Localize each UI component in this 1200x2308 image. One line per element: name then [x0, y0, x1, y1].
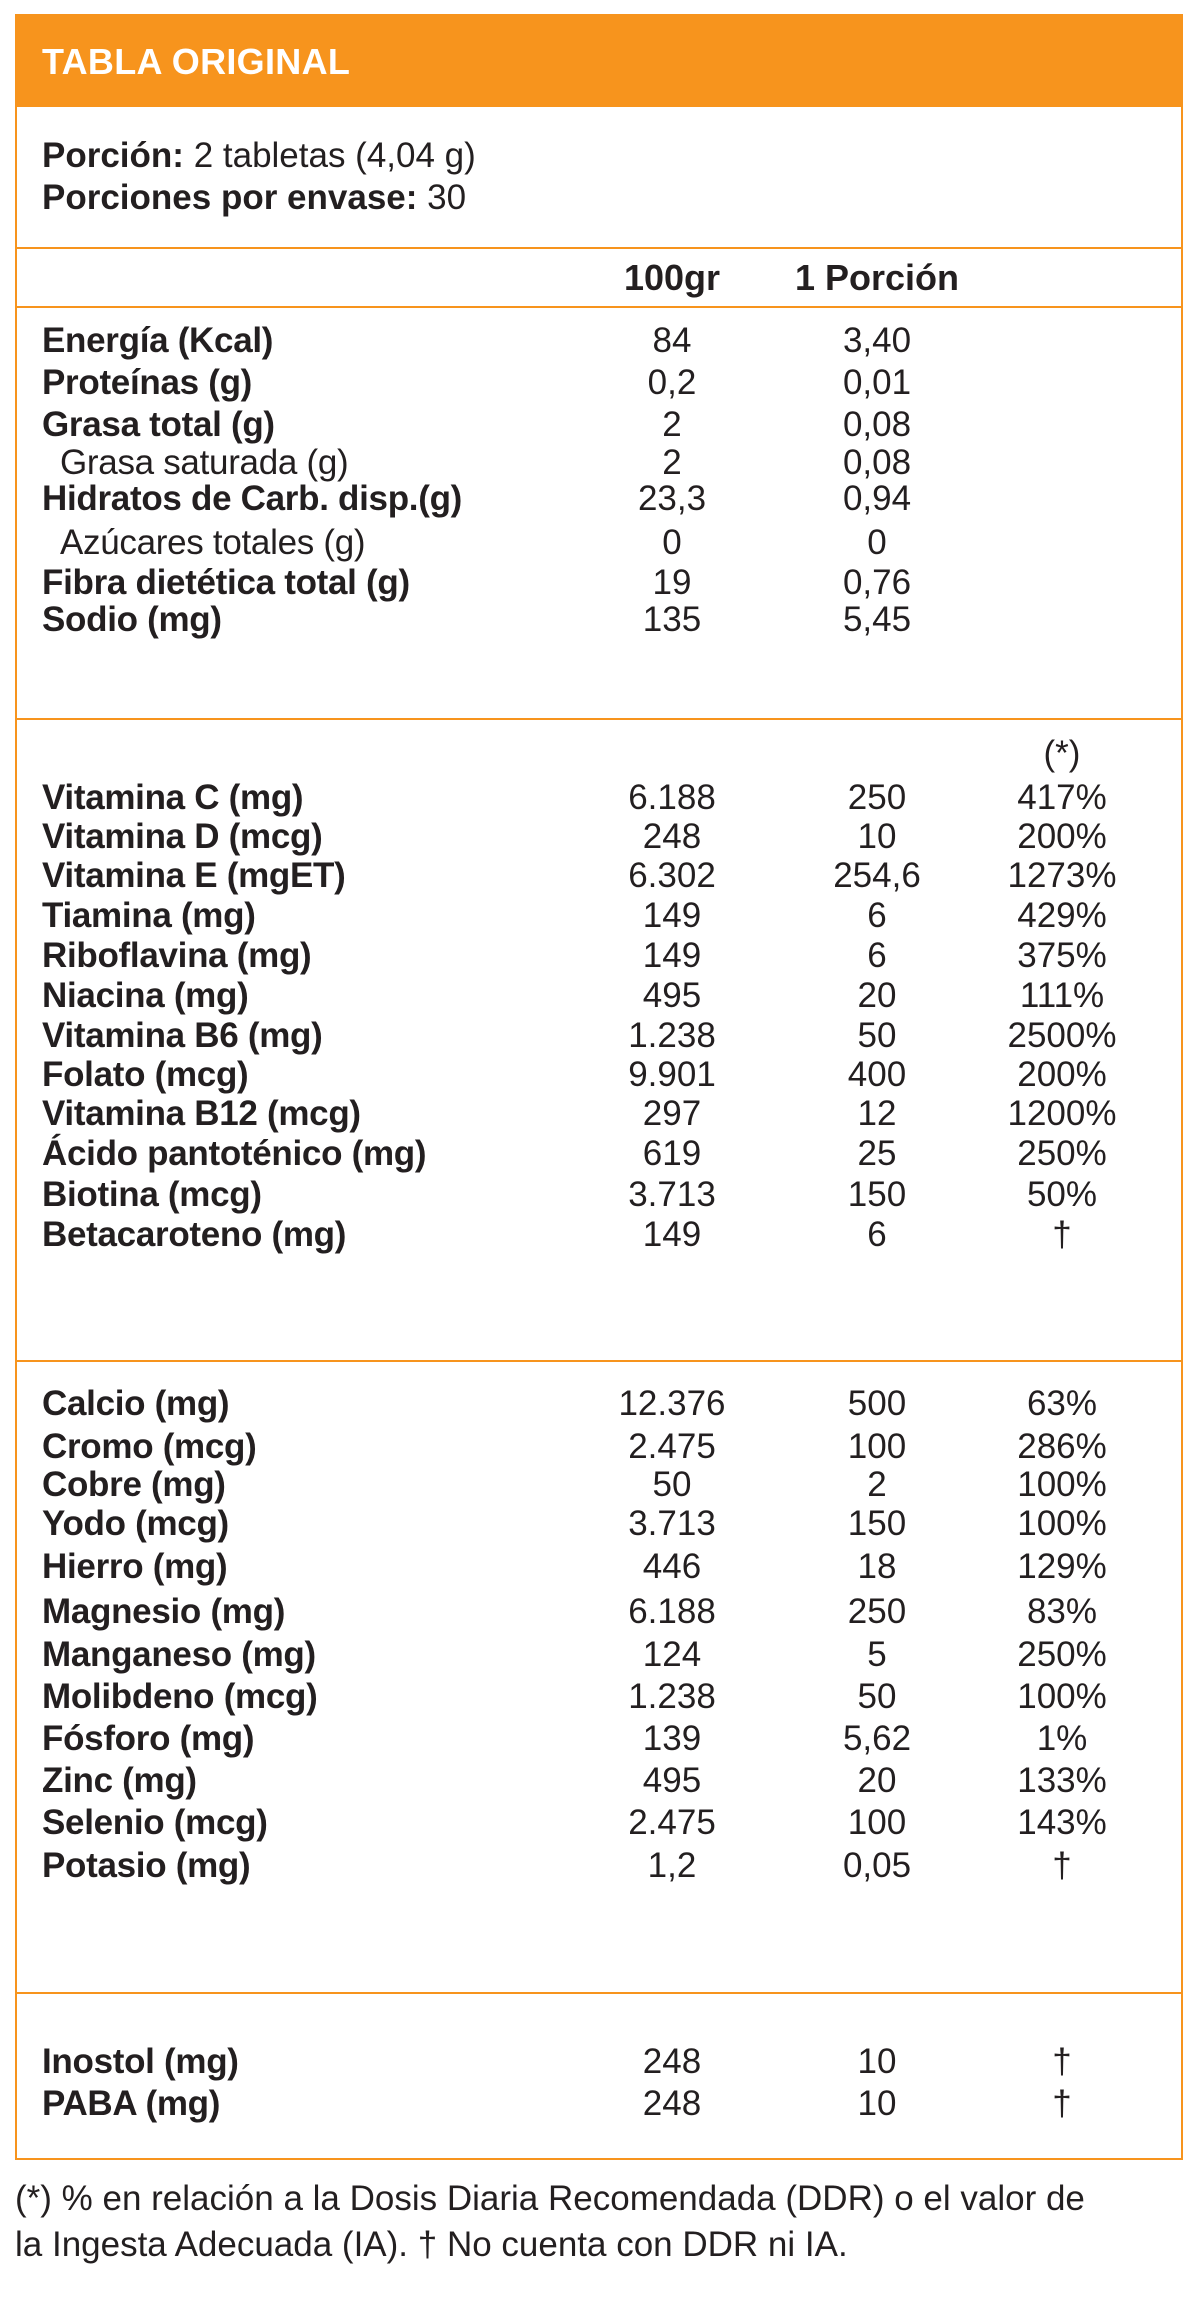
- footnote-line-2: la Ingesta Adecuada (IA). † No cuenta con DDR ni IA.: [15, 2225, 848, 2264]
- value-per-portion: 50: [857, 1016, 897, 1055]
- nutrient-row: [17, 776, 1181, 820]
- percent-ddr: 200%: [1017, 1055, 1107, 1094]
- footnote-line-1: (*) % en relación a la Dosis Diaria Recomendada (DDR) o el valor de: [15, 2179, 1085, 2218]
- percent-ddr: 250%: [1017, 1134, 1107, 1173]
- nutrient-row: [17, 361, 1181, 405]
- value-per-100g: 149: [642, 936, 702, 975]
- value-per-100g: 19: [652, 563, 692, 602]
- percent-ddr: 133%: [1017, 1761, 1107, 1800]
- nutrient-row: [17, 319, 1181, 363]
- value-per-portion: 0,08: [842, 443, 912, 482]
- value-per-100g: 2: [662, 443, 682, 482]
- column-header-portion: 1 Porción: [794, 257, 960, 298]
- servings-per-container: [42, 176, 466, 220]
- nutrient-label: Vitamina D (mcg): [42, 817, 323, 856]
- percent-ddr: †: [1052, 2084, 1072, 2123]
- nutrient-row: [17, 1633, 1181, 1677]
- nutrient-row: [17, 1213, 1181, 1257]
- nutrient-label: PABA (mg): [42, 2084, 221, 2123]
- value-per-portion: 150: [847, 1504, 907, 1543]
- value-per-100g: 495: [642, 976, 702, 1015]
- nutrient-row: [17, 1717, 1181, 1761]
- nutrient-row: [17, 1675, 1181, 1719]
- nutrient-row: [17, 815, 1181, 859]
- nutrient-label: Molibdeno (mcg): [42, 1677, 318, 1716]
- nutrient-row: [17, 934, 1181, 978]
- column-header-ddr-row: [17, 732, 1181, 776]
- value-per-portion: 254,6: [833, 856, 921, 895]
- value-per-100g: 149: [642, 896, 702, 935]
- percent-ddr: 63%: [1026, 1384, 1098, 1423]
- value-per-portion: 20: [857, 1761, 897, 1800]
- value-per-portion: 0,08: [842, 405, 912, 444]
- nutrient-row: [17, 1053, 1181, 1097]
- percent-ddr: 143%: [1017, 1803, 1107, 1842]
- nutrient-label: Proteínas (g): [42, 363, 253, 402]
- value-per-100g: 0: [662, 523, 682, 562]
- column-header-ddr: (*): [1043, 734, 1081, 773]
- value-per-portion: 6: [867, 936, 887, 975]
- nutrient-label: Vitamina C (mg): [42, 778, 304, 817]
- value-per-portion: 0,76: [842, 563, 912, 602]
- value-per-100g: 1.238: [628, 1677, 716, 1716]
- nutrient-row: [17, 2040, 1181, 2084]
- nutrient-label: Selenio (mcg): [42, 1803, 268, 1842]
- value-per-100g: 1,2: [647, 1846, 697, 1885]
- percent-ddr: †: [1052, 2042, 1072, 2081]
- nutrient-label: Manganeso (mg): [42, 1635, 316, 1674]
- value-per-100g: 2.475: [628, 1803, 716, 1842]
- nutrient-label: Niacina (mg): [42, 976, 249, 1015]
- nutrient-label: Potasio (mg): [42, 1846, 251, 1885]
- nutrient-row: [17, 1173, 1181, 1217]
- value-per-100g: 3.713: [628, 1175, 716, 1214]
- nutrient-label: Zinc (mg): [42, 1761, 197, 1800]
- value-per-100g: 139: [642, 1719, 702, 1758]
- value-per-portion: 10: [857, 817, 897, 856]
- value-per-portion: 2: [867, 1465, 887, 1504]
- value-per-100g: 248: [642, 2084, 702, 2123]
- value-per-portion: 20: [857, 976, 897, 1015]
- value-per-portion: 10: [857, 2084, 897, 2123]
- nutrient-label: Folato (mcg): [42, 1055, 249, 1094]
- percent-ddr: 1%: [1036, 1719, 1088, 1758]
- nutrient-label: Tiamina (mg): [42, 896, 256, 935]
- percent-ddr: 111%: [1019, 976, 1105, 1015]
- nutrient-row: [17, 854, 1181, 898]
- value-per-portion: 6: [867, 1215, 887, 1254]
- value-per-100g: 0,2: [647, 363, 697, 402]
- value-per-portion: 5: [867, 1635, 887, 1674]
- percent-ddr: 250%: [1017, 1635, 1107, 1674]
- value-per-100g: 50: [652, 1465, 692, 1504]
- value-per-100g: 9.901: [628, 1055, 716, 1094]
- nutrient-label: Vitamina B6 (mg): [42, 1016, 323, 1055]
- nutrient-label: Cromo (mcg): [42, 1427, 257, 1466]
- value-per-portion: 12: [857, 1094, 897, 1133]
- nutrient-label: Magnesio (mg): [42, 1592, 286, 1631]
- nutrient-label: Betacaroteno (mg): [42, 1215, 347, 1254]
- value-per-portion: 10: [857, 2042, 897, 2081]
- percent-ddr: 100%: [1017, 1677, 1107, 1716]
- percent-ddr: 417%: [1017, 778, 1107, 817]
- percent-ddr: 1273%: [1007, 856, 1117, 895]
- serving-size: [42, 134, 476, 178]
- value-per-100g: 84: [652, 321, 692, 360]
- value-per-100g: 297: [642, 1094, 702, 1133]
- nutrient-row: [17, 1801, 1181, 1845]
- value-per-portion: 0: [867, 523, 887, 562]
- nutrient-label: Cobre (mg): [42, 1465, 226, 1504]
- divider: [17, 718, 1181, 720]
- value-per-100g: 248: [642, 817, 702, 856]
- nutrient-row: [17, 1132, 1181, 1176]
- percent-ddr: †: [1052, 1215, 1072, 1254]
- table-title: TABLA ORIGINAL: [17, 16, 1181, 107]
- servings-per-container-value: 30: [427, 178, 467, 217]
- servings-per-container-label: Porciones por envase:: [42, 178, 418, 217]
- nutrient-row: [17, 974, 1181, 1018]
- nutrient-row: [17, 1759, 1181, 1803]
- value-per-portion: 50: [857, 1677, 897, 1716]
- value-per-portion: 3,40: [842, 321, 912, 360]
- divider: [17, 1360, 1181, 1362]
- value-per-100g: 1.238: [628, 1016, 716, 1055]
- percent-ddr: 83%: [1026, 1592, 1098, 1631]
- percent-ddr: 129%: [1017, 1547, 1107, 1586]
- nutrient-row: [17, 1590, 1181, 1634]
- value-per-100g: 6.188: [628, 1592, 716, 1631]
- percent-ddr: 375%: [1017, 936, 1107, 975]
- serving-size-label: Porción:: [42, 136, 184, 175]
- nutrient-label: Biotina (mcg): [42, 1175, 262, 1214]
- nutrient-label: Vitamina B12 (mcg): [42, 1094, 361, 1133]
- value-per-portion: 5,45: [842, 600, 912, 639]
- value-per-100g: 149: [642, 1215, 702, 1254]
- percent-ddr: 1200%: [1007, 1094, 1117, 1133]
- percent-ddr: 200%: [1017, 817, 1107, 856]
- nutrient-row: [17, 1844, 1181, 1888]
- percent-ddr: 2500%: [1007, 1016, 1117, 1055]
- value-per-100g: 495: [642, 1761, 702, 1800]
- percent-ddr: 100%: [1017, 1504, 1107, 1543]
- percent-ddr: 50%: [1026, 1175, 1098, 1214]
- nutrient-label: Calcio (mg): [42, 1384, 230, 1423]
- nutrient-row: [17, 477, 1181, 521]
- value-per-100g: 135: [642, 600, 702, 639]
- percent-ddr: 429%: [1017, 896, 1107, 935]
- nutrient-label: Sodio (mg): [42, 600, 222, 639]
- nutrient-label: Energía (Kcal): [42, 321, 274, 360]
- value-per-100g: 23,3: [637, 479, 707, 518]
- nutrient-row: [17, 1502, 1181, 1546]
- value-per-100g: 6.302: [628, 856, 716, 895]
- nutrient-label: Yodo (mcg): [42, 1504, 229, 1543]
- nutrient-label: Azúcares totales (g): [60, 523, 366, 562]
- value-per-portion: 18: [857, 1547, 897, 1586]
- nutrient-label: Fibra dietética total (g): [42, 563, 410, 602]
- nutrient-row: [17, 1463, 1181, 1507]
- value-per-portion: 25: [857, 1134, 897, 1173]
- nutrient-row: [17, 598, 1181, 642]
- percent-ddr: †: [1052, 1846, 1072, 1885]
- value-per-portion: 400: [847, 1055, 907, 1094]
- nutrient-label: Grasa saturada (g): [60, 443, 349, 482]
- value-per-100g: 124: [642, 1635, 702, 1674]
- value-per-100g: 619: [642, 1134, 702, 1173]
- nutrient-row: [17, 1382, 1181, 1426]
- percent-ddr: 286%: [1017, 1427, 1107, 1466]
- value-per-100g: 2: [662, 405, 682, 444]
- nutrient-row: [17, 1014, 1181, 1058]
- nutrient-row: [17, 894, 1181, 938]
- value-per-portion: 150: [847, 1175, 907, 1214]
- serving-size-value: 2 tabletas (4,04 g): [193, 136, 476, 175]
- value-per-portion: 6: [867, 896, 887, 935]
- nutrient-label: Grasa total (g): [42, 405, 275, 444]
- value-per-portion: 250: [847, 1592, 907, 1631]
- nutrient-label: Vitamina E (mgET): [42, 856, 346, 895]
- percent-ddr: 100%: [1017, 1465, 1107, 1504]
- value-per-portion: 5,62: [842, 1719, 912, 1758]
- value-per-portion: 500: [847, 1384, 907, 1423]
- nutrient-row: [17, 521, 1181, 565]
- value-per-portion: 250: [847, 778, 907, 817]
- divider: [17, 247, 1181, 249]
- nutrient-label: Fósforo (mg): [42, 1719, 255, 1758]
- value-per-portion: 100: [847, 1427, 907, 1466]
- value-per-100g: 6.188: [628, 778, 716, 817]
- divider: [17, 306, 1181, 308]
- nutrient-label: Hierro (mg): [42, 1547, 228, 1586]
- nutrient-row: [17, 2082, 1181, 2126]
- value-per-portion: 100: [847, 1803, 907, 1842]
- nutrition-table: [15, 14, 1183, 2160]
- value-per-100g: 446: [642, 1547, 702, 1586]
- value-per-100g: 2.475: [628, 1427, 716, 1466]
- nutrient-label: Hidratos de Carb. disp.(g): [42, 479, 463, 518]
- nutrient-row: [17, 1092, 1181, 1136]
- footnote: [15, 2176, 1190, 2268]
- nutrient-row: [17, 1545, 1181, 1589]
- divider: [17, 1992, 1181, 1994]
- nutrient-label: Ácido pantoténico (mg): [42, 1134, 427, 1173]
- value-per-portion: 0,01: [842, 363, 912, 402]
- value-per-portion: 0,94: [842, 479, 912, 518]
- nutrient-label: Riboflavina (mg): [42, 936, 312, 975]
- value-per-100g: 12.376: [618, 1384, 726, 1423]
- value-per-100g: 3.713: [628, 1504, 716, 1543]
- nutrient-label: Inostol (mg): [42, 2042, 239, 2081]
- value-per-100g: 248: [642, 2042, 702, 2081]
- value-per-portion: 0,05: [842, 1846, 912, 1885]
- column-header-100gr: 100gr: [623, 257, 721, 298]
